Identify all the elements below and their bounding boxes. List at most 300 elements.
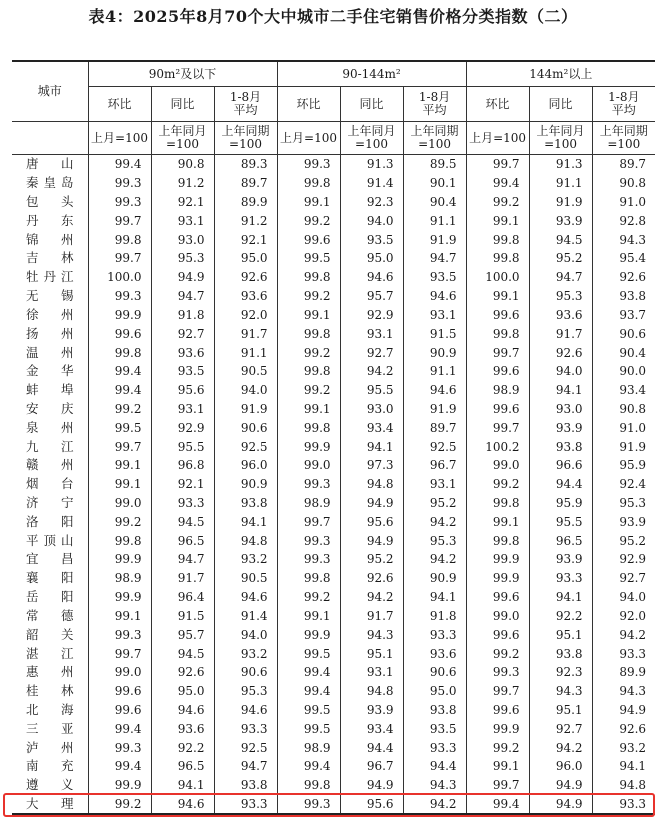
value-cell: 95.3 bbox=[214, 682, 277, 701]
value-cell: 90.6 bbox=[214, 418, 277, 437]
mom-header: 环比 bbox=[88, 87, 151, 122]
value-cell: 97.3 bbox=[340, 456, 403, 475]
city-cell: 常德 bbox=[26, 607, 74, 623]
value-cell: 99.6 bbox=[88, 701, 151, 720]
value-cell: 98.9 bbox=[277, 738, 340, 757]
value-cell: 99.1 bbox=[88, 607, 151, 626]
value-cell: 90.9 bbox=[214, 475, 277, 494]
table-row bbox=[12, 456, 655, 475]
value-cell: 95.2 bbox=[340, 550, 403, 569]
city-cell: 唐山 bbox=[26, 156, 74, 172]
value-cell: 99.8 bbox=[466, 531, 529, 550]
value-cell: 99.1 bbox=[277, 607, 340, 626]
value-cell: 99.2 bbox=[277, 588, 340, 607]
value-cell: 99.3 bbox=[277, 531, 340, 550]
value-cell: 99.9 bbox=[88, 306, 151, 325]
value-cell: 94.3 bbox=[592, 230, 655, 249]
value-cell: 99.2 bbox=[277, 211, 340, 230]
value-cell: 99.8 bbox=[88, 230, 151, 249]
value-cell: 94.2 bbox=[403, 550, 466, 569]
city-cell: 岳阳 bbox=[26, 589, 74, 605]
base-mom: 上月=100 bbox=[277, 122, 340, 155]
yoy-header: 同比 bbox=[151, 87, 214, 122]
value-cell: 94.7 bbox=[151, 550, 214, 569]
table-row bbox=[12, 362, 655, 381]
value-cell: 93.0 bbox=[151, 230, 214, 249]
value-cell: 99.7 bbox=[88, 249, 151, 268]
mom-header: 环比 bbox=[466, 87, 529, 122]
value-cell: 93.3 bbox=[592, 795, 655, 815]
value-cell: 99.9 bbox=[466, 719, 529, 738]
value-cell: 92.1 bbox=[214, 230, 277, 249]
value-cell: 95.9 bbox=[592, 456, 655, 475]
value-cell: 99.8 bbox=[277, 418, 340, 437]
table-row bbox=[12, 607, 655, 626]
city-cell: 南充 bbox=[26, 758, 74, 774]
value-cell: 93.0 bbox=[340, 400, 403, 419]
value-cell: 99.7 bbox=[88, 644, 151, 663]
city-cell: 无锡 bbox=[26, 288, 74, 304]
value-cell: 95.2 bbox=[592, 531, 655, 550]
value-cell: 99.3 bbox=[277, 795, 340, 815]
value-cell: 90.6 bbox=[403, 663, 466, 682]
value-cell: 99.8 bbox=[277, 362, 340, 381]
value-cell: 93.0 bbox=[529, 400, 592, 419]
value-cell: 99.9 bbox=[277, 625, 340, 644]
city-cell: 泸州 bbox=[26, 739, 74, 755]
value-cell: 93.5 bbox=[403, 268, 466, 287]
table-title: 表4：2025年8月70个大中城市二手住宅销售价格分类指数（二） bbox=[88, 7, 578, 26]
value-cell: 94.9 bbox=[529, 795, 592, 815]
value-cell: 94.9 bbox=[529, 776, 592, 795]
value-cell: 91.1 bbox=[529, 174, 592, 193]
value-cell: 99.3 bbox=[88, 738, 151, 757]
value-cell: 99.3 bbox=[88, 625, 151, 644]
value-cell: 99.3 bbox=[88, 174, 151, 193]
value-cell: 91.9 bbox=[403, 230, 466, 249]
value-cell: 91.3 bbox=[529, 155, 592, 174]
city-cell: 三亚 bbox=[26, 720, 74, 736]
value-cell: 99.1 bbox=[466, 211, 529, 230]
value-cell: 99.4 bbox=[466, 174, 529, 193]
value-cell: 93.2 bbox=[214, 550, 277, 569]
value-cell: 99.7 bbox=[466, 682, 529, 701]
value-cell: 99.6 bbox=[277, 230, 340, 249]
table-body bbox=[12, 155, 655, 815]
table-row bbox=[12, 663, 655, 682]
city-cell: 洛阳 bbox=[26, 513, 74, 529]
value-cell: 99.2 bbox=[466, 644, 529, 663]
value-cell: 93.3 bbox=[151, 494, 214, 513]
city-cell: 温州 bbox=[26, 344, 74, 360]
mom-header: 环比 bbox=[277, 87, 340, 122]
value-cell: 99.0 bbox=[466, 607, 529, 626]
value-cell: 99.5 bbox=[277, 644, 340, 663]
value-cell: 89.7 bbox=[592, 155, 655, 174]
value-cell: 93.6 bbox=[403, 644, 466, 663]
value-cell: 93.8 bbox=[403, 701, 466, 720]
value-cell: 98.9 bbox=[466, 381, 529, 400]
value-cell: 99.6 bbox=[466, 362, 529, 381]
city-cell: 吉林 bbox=[26, 250, 74, 266]
table-row bbox=[12, 512, 655, 531]
value-cell: 94.6 bbox=[151, 795, 214, 815]
value-cell: 94.2 bbox=[403, 512, 466, 531]
value-cell: 93.9 bbox=[529, 418, 592, 437]
value-cell: 99.1 bbox=[277, 400, 340, 419]
table-row bbox=[12, 644, 655, 663]
value-cell: 92.6 bbox=[340, 569, 403, 588]
value-cell: 93.8 bbox=[592, 287, 655, 306]
value-cell: 94.2 bbox=[340, 362, 403, 381]
city-cell: 秦皇岛 bbox=[26, 175, 74, 191]
value-cell: 93.1 bbox=[403, 475, 466, 494]
value-cell: 94.2 bbox=[592, 625, 655, 644]
value-cell: 89.9 bbox=[592, 663, 655, 682]
value-cell: 94.7 bbox=[151, 287, 214, 306]
value-cell: 94.2 bbox=[529, 738, 592, 757]
avg-header: 1-8月 平均 bbox=[592, 87, 655, 122]
value-cell: 99.8 bbox=[277, 268, 340, 287]
value-cell: 91.8 bbox=[403, 607, 466, 626]
value-cell: 93.4 bbox=[340, 719, 403, 738]
city-cell: 扬州 bbox=[26, 325, 74, 341]
value-cell: 98.9 bbox=[88, 569, 151, 588]
city-cell: 烟台 bbox=[26, 476, 74, 492]
value-cell: 94.3 bbox=[529, 682, 592, 701]
value-cell: 91.9 bbox=[592, 437, 655, 456]
value-cell: 93.9 bbox=[529, 550, 592, 569]
base-header-blank bbox=[12, 122, 88, 155]
value-cell: 95.3 bbox=[151, 249, 214, 268]
value-cell: 94.3 bbox=[592, 682, 655, 701]
value-cell: 99.4 bbox=[88, 362, 151, 381]
value-cell: 96.5 bbox=[529, 531, 592, 550]
value-cell: 93.2 bbox=[592, 738, 655, 757]
group-header-large: 144m²以上 bbox=[466, 61, 655, 87]
value-cell: 99.7 bbox=[466, 343, 529, 362]
value-cell: 99.8 bbox=[466, 249, 529, 268]
value-cell: 99.5 bbox=[88, 418, 151, 437]
value-cell: 94.0 bbox=[340, 211, 403, 230]
value-cell: 92.5 bbox=[214, 437, 277, 456]
value-cell: 94.1 bbox=[529, 588, 592, 607]
value-cell: 89.7 bbox=[403, 418, 466, 437]
city-cell: 遵义 bbox=[26, 777, 74, 793]
value-cell: 93.1 bbox=[151, 400, 214, 419]
city-cell: 湛江 bbox=[26, 645, 74, 661]
value-cell: 90.6 bbox=[214, 663, 277, 682]
city-cell: 赣州 bbox=[26, 457, 74, 473]
value-cell: 91.9 bbox=[529, 193, 592, 212]
table-row bbox=[12, 531, 655, 550]
value-cell: 96.0 bbox=[529, 757, 592, 776]
value-cell: 99.8 bbox=[466, 324, 529, 343]
base-yoy: 上年同月 =100 bbox=[340, 122, 403, 155]
city-cell: 锦州 bbox=[26, 231, 74, 247]
value-cell: 99.8 bbox=[466, 494, 529, 513]
value-cell: 99.3 bbox=[277, 550, 340, 569]
value-cell: 99.1 bbox=[466, 287, 529, 306]
value-cell: 99.7 bbox=[277, 512, 340, 531]
value-cell: 95.2 bbox=[403, 494, 466, 513]
value-cell: 99.2 bbox=[277, 287, 340, 306]
value-cell: 90.4 bbox=[403, 193, 466, 212]
value-cell: 96.6 bbox=[529, 456, 592, 475]
value-cell: 92.6 bbox=[592, 268, 655, 287]
value-cell: 92.9 bbox=[151, 418, 214, 437]
value-cell: 94.4 bbox=[403, 757, 466, 776]
value-cell: 95.1 bbox=[529, 625, 592, 644]
value-cell: 92.9 bbox=[592, 550, 655, 569]
value-cell: 91.7 bbox=[529, 324, 592, 343]
value-cell: 95.3 bbox=[403, 531, 466, 550]
value-cell: 94.8 bbox=[340, 682, 403, 701]
value-cell: 99.0 bbox=[466, 456, 529, 475]
value-cell: 91.5 bbox=[151, 607, 214, 626]
value-cell: 92.5 bbox=[214, 738, 277, 757]
value-cell: 99.8 bbox=[277, 174, 340, 193]
value-cell: 94.6 bbox=[340, 268, 403, 287]
value-cell: 93.2 bbox=[214, 644, 277, 663]
value-cell: 93.4 bbox=[340, 418, 403, 437]
value-cell: 99.4 bbox=[88, 155, 151, 174]
city-cell: 大理 bbox=[26, 796, 74, 812]
value-cell: 96.4 bbox=[151, 588, 214, 607]
value-cell: 99.6 bbox=[466, 701, 529, 720]
table-row bbox=[12, 381, 655, 400]
city-cell: 安庆 bbox=[26, 400, 74, 416]
table-row bbox=[12, 268, 655, 287]
value-cell: 94.1 bbox=[214, 512, 277, 531]
value-cell: 91.9 bbox=[403, 400, 466, 419]
value-cell: 91.1 bbox=[403, 362, 466, 381]
value-cell: 92.4 bbox=[592, 475, 655, 494]
value-cell: 92.7 bbox=[592, 569, 655, 588]
value-cell: 93.3 bbox=[529, 569, 592, 588]
value-cell: 95.7 bbox=[151, 625, 214, 644]
value-cell: 94.0 bbox=[214, 381, 277, 400]
table-row bbox=[12, 193, 655, 212]
table-row bbox=[12, 418, 655, 437]
value-cell: 94.1 bbox=[403, 588, 466, 607]
city-cell: 北海 bbox=[26, 701, 74, 717]
value-cell: 95.0 bbox=[403, 682, 466, 701]
value-cell: 93.9 bbox=[340, 701, 403, 720]
table-row bbox=[12, 550, 655, 569]
value-cell: 91.3 bbox=[340, 155, 403, 174]
value-cell: 94.1 bbox=[340, 437, 403, 456]
value-cell: 99.9 bbox=[277, 437, 340, 456]
value-cell: 99.2 bbox=[466, 738, 529, 757]
value-cell: 93.6 bbox=[529, 306, 592, 325]
table-row bbox=[12, 719, 655, 738]
value-cell: 94.1 bbox=[529, 381, 592, 400]
city-cell: 蚌埠 bbox=[26, 382, 74, 398]
table-row bbox=[12, 494, 655, 513]
value-cell: 94.9 bbox=[340, 776, 403, 795]
table-row bbox=[12, 776, 655, 795]
value-cell: 93.5 bbox=[403, 719, 466, 738]
value-cell: 92.6 bbox=[151, 663, 214, 682]
value-cell: 94.4 bbox=[529, 475, 592, 494]
value-cell: 93.3 bbox=[403, 625, 466, 644]
value-cell: 94.5 bbox=[529, 230, 592, 249]
value-cell: 90.5 bbox=[214, 362, 277, 381]
value-cell: 94.1 bbox=[592, 757, 655, 776]
value-cell: 92.0 bbox=[214, 306, 277, 325]
value-cell: 93.1 bbox=[340, 324, 403, 343]
value-cell: 95.0 bbox=[151, 682, 214, 701]
value-cell: 94.9 bbox=[592, 701, 655, 720]
value-cell: 99.7 bbox=[466, 776, 529, 795]
value-cell: 90.4 bbox=[592, 343, 655, 362]
value-cell: 99.3 bbox=[88, 193, 151, 212]
value-cell: 99.9 bbox=[466, 569, 529, 588]
value-cell: 92.2 bbox=[529, 607, 592, 626]
value-cell: 94.6 bbox=[403, 381, 466, 400]
value-cell: 92.9 bbox=[340, 306, 403, 325]
value-cell: 96.7 bbox=[340, 757, 403, 776]
value-cell: 99.8 bbox=[88, 531, 151, 550]
value-cell: 96.5 bbox=[151, 531, 214, 550]
table-row bbox=[12, 701, 655, 720]
value-cell: 96.0 bbox=[214, 456, 277, 475]
table-row bbox=[12, 211, 655, 230]
city-cell: 济宁 bbox=[26, 495, 74, 511]
value-cell: 92.7 bbox=[340, 343, 403, 362]
value-cell: 99.1 bbox=[88, 475, 151, 494]
value-cell: 99.8 bbox=[88, 343, 151, 362]
city-cell: 九江 bbox=[26, 438, 74, 454]
value-cell: 99.8 bbox=[277, 324, 340, 343]
value-cell: 93.8 bbox=[214, 494, 277, 513]
group-header-small: 90m²及以下 bbox=[88, 61, 277, 87]
city-cell: 牡丹江 bbox=[26, 269, 74, 285]
value-cell: 94.6 bbox=[214, 588, 277, 607]
value-cell: 92.6 bbox=[592, 719, 655, 738]
value-cell: 92.3 bbox=[340, 193, 403, 212]
city-cell: 襄阳 bbox=[26, 570, 74, 586]
value-cell: 94.3 bbox=[403, 776, 466, 795]
yoy-header: 同比 bbox=[529, 87, 592, 122]
value-cell: 90.9 bbox=[403, 343, 466, 362]
value-cell: 95.5 bbox=[340, 381, 403, 400]
value-cell: 93.6 bbox=[151, 719, 214, 738]
value-cell: 91.1 bbox=[214, 343, 277, 362]
table-row bbox=[12, 155, 655, 174]
value-cell: 92.6 bbox=[529, 343, 592, 362]
value-cell: 94.7 bbox=[214, 757, 277, 776]
value-cell: 94.0 bbox=[214, 625, 277, 644]
value-cell: 93.1 bbox=[340, 663, 403, 682]
value-cell: 94.5 bbox=[151, 644, 214, 663]
value-cell: 94.8 bbox=[340, 475, 403, 494]
value-cell: 92.0 bbox=[592, 607, 655, 626]
value-cell: 90.1 bbox=[403, 174, 466, 193]
value-cell: 92.7 bbox=[151, 324, 214, 343]
value-cell: 99.6 bbox=[88, 682, 151, 701]
value-cell: 89.7 bbox=[214, 174, 277, 193]
value-cell: 99.6 bbox=[466, 625, 529, 644]
value-cell: 91.2 bbox=[214, 211, 277, 230]
value-cell: 93.3 bbox=[214, 719, 277, 738]
value-cell: 94.5 bbox=[151, 512, 214, 531]
value-cell: 95.3 bbox=[529, 287, 592, 306]
value-cell: 95.1 bbox=[529, 701, 592, 720]
table-row bbox=[12, 682, 655, 701]
table-row bbox=[12, 343, 655, 362]
table-row bbox=[12, 324, 655, 343]
value-cell: 91.7 bbox=[214, 324, 277, 343]
value-cell: 94.0 bbox=[592, 588, 655, 607]
value-cell: 99.3 bbox=[277, 475, 340, 494]
value-cell: 95.6 bbox=[340, 512, 403, 531]
avg-header: 1-8月 平均 bbox=[403, 87, 466, 122]
value-cell: 100.2 bbox=[466, 437, 529, 456]
value-cell: 99.6 bbox=[466, 306, 529, 325]
table-row bbox=[12, 475, 655, 494]
city-cell: 韶关 bbox=[26, 626, 74, 642]
value-cell: 94.2 bbox=[403, 795, 466, 815]
value-cell: 89.3 bbox=[214, 155, 277, 174]
value-cell: 93.5 bbox=[340, 230, 403, 249]
value-cell: 95.7 bbox=[340, 287, 403, 306]
value-cell: 99.4 bbox=[277, 757, 340, 776]
table-row bbox=[12, 230, 655, 249]
value-cell: 93.6 bbox=[151, 343, 214, 362]
value-cell: 94.7 bbox=[529, 268, 592, 287]
value-cell: 93.3 bbox=[403, 738, 466, 757]
table-row bbox=[12, 569, 655, 588]
value-cell: 99.4 bbox=[277, 663, 340, 682]
city-cell: 惠州 bbox=[26, 664, 74, 680]
value-cell: 99.7 bbox=[466, 418, 529, 437]
value-cell: 95.5 bbox=[151, 437, 214, 456]
value-cell: 99.6 bbox=[466, 588, 529, 607]
value-cell: 94.7 bbox=[403, 249, 466, 268]
value-cell: 93.9 bbox=[529, 211, 592, 230]
value-cell: 89.9 bbox=[214, 193, 277, 212]
value-cell: 94.0 bbox=[529, 362, 592, 381]
value-cell: 93.3 bbox=[214, 795, 277, 815]
value-cell: 91.0 bbox=[592, 418, 655, 437]
value-cell: 99.3 bbox=[88, 287, 151, 306]
value-cell: 92.5 bbox=[403, 437, 466, 456]
value-cell: 93.1 bbox=[403, 306, 466, 325]
value-cell: 92.1 bbox=[151, 475, 214, 494]
value-cell: 99.7 bbox=[88, 437, 151, 456]
value-cell: 93.6 bbox=[214, 287, 277, 306]
value-cell: 91.2 bbox=[151, 174, 214, 193]
table-row bbox=[12, 588, 655, 607]
value-cell: 94.6 bbox=[403, 287, 466, 306]
value-cell: 93.5 bbox=[151, 362, 214, 381]
value-cell: 89.5 bbox=[403, 155, 466, 174]
value-cell: 99.9 bbox=[88, 588, 151, 607]
value-cell: 99.8 bbox=[277, 776, 340, 795]
value-cell: 99.2 bbox=[277, 343, 340, 362]
value-cell: 99.1 bbox=[277, 306, 340, 325]
value-cell: 92.7 bbox=[529, 719, 592, 738]
value-cell: 94.4 bbox=[340, 738, 403, 757]
table-row bbox=[12, 174, 655, 193]
value-cell: 99.4 bbox=[88, 757, 151, 776]
value-cell: 90.9 bbox=[403, 569, 466, 588]
city-cell: 徐州 bbox=[26, 306, 74, 322]
value-cell: 95.3 bbox=[592, 494, 655, 513]
value-cell: 93.1 bbox=[151, 211, 214, 230]
